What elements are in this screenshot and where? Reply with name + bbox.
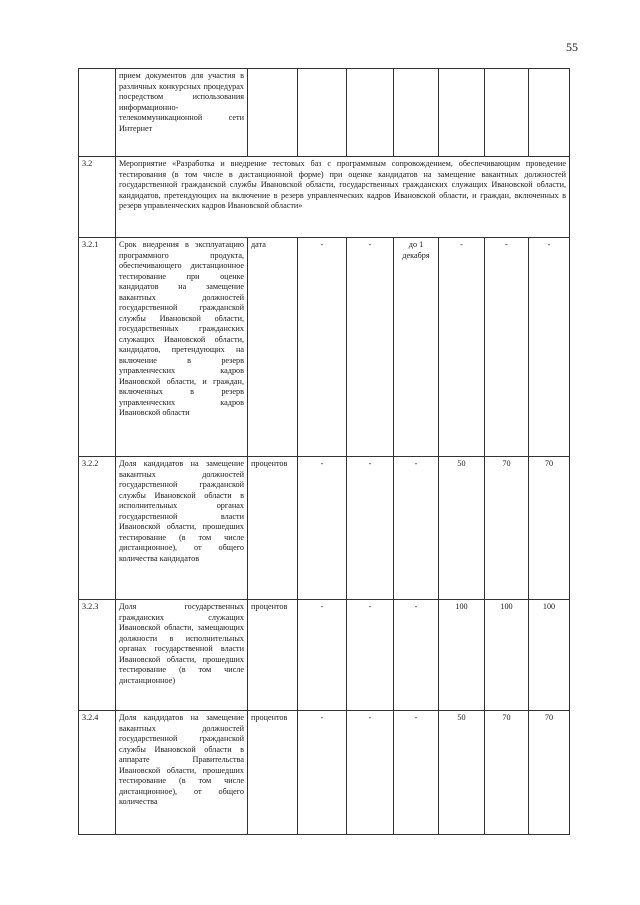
row-number-cell: 3.2: [79, 157, 116, 238]
value-cell-4: 100: [439, 600, 485, 711]
table-row: [79, 69, 570, 157]
value-cell-5: -: [485, 238, 529, 457]
value-cell-1: -: [298, 457, 347, 600]
page-number: 55: [566, 40, 578, 54]
value-cell-4: -: [439, 238, 485, 457]
unit-cell: [248, 69, 298, 157]
row-number-cell: 3.2.1: [79, 238, 116, 457]
table-row: [79, 600, 570, 711]
value-cell-3: -: [394, 457, 439, 600]
indicator-name-cell: Доля кандидатов на замещение вакантных должностей государственной гражданской службы Ивановской области в исполнительных органах государственной власти Ивановской области, прошедших тестирование (в том числе дистанционное), от общего количества кандидатов: [116, 457, 248, 600]
table-row: [79, 238, 570, 457]
table-row: [79, 457, 570, 600]
value-cell-1: -: [298, 711, 347, 835]
value-cell-6: -: [529, 238, 570, 457]
indicator-name-cell: прием документов для участия в различных конкурсных процедурах посредством использования информационно-телекоммуникационной сети Интернет: [116, 69, 248, 157]
unit-cell: процентов: [248, 711, 298, 835]
value-cell-6: [529, 69, 570, 157]
value-cell-4: 50: [439, 457, 485, 600]
indicators-table: [78, 68, 570, 835]
section-row: [79, 157, 570, 238]
value-cell-5: [485, 69, 529, 157]
value-cell-3: до 1 декабря: [394, 238, 439, 457]
table-row: [79, 711, 570, 835]
value-cell-2: -: [347, 711, 394, 835]
value-cell-4: 50: [439, 711, 485, 835]
row-number-cell: 3.2.3: [79, 600, 116, 711]
value-cell-2: -: [347, 457, 394, 600]
indicator-name-cell: Срок внедрения в эксплуатацию программного продукта, обеспечивающего дистанционное тестирование при оценке кандидатов на замещение вакантных должностей государственной гражданской службы Ивановской области, государственных гражданских служащих Ивановской области, кандидатов, претендующих на включение в резерв управленческих кадров Ивановской области, и граждан, включенных в резерв управленческих кадров Ивановской области: [116, 238, 248, 457]
value-cell-4: [439, 69, 485, 157]
value-cell-5: 70: [485, 457, 529, 600]
value-cell-3: -: [394, 600, 439, 711]
value-cell-1: [298, 69, 347, 157]
value-cell-5: 70: [485, 711, 529, 835]
value-cell-6: 70: [529, 711, 570, 835]
indicator-name-cell: Доля кандидатов на замещение вакантных должностей государственной гражданской службы Ивановской области в аппарате Правительства Ивановской области, прошедших тестирование (в том числе дистанционное), от общего количества: [116, 711, 248, 835]
value-cell-2: [347, 69, 394, 157]
value-cell-3: -: [394, 711, 439, 835]
value-cell-6: 70: [529, 457, 570, 600]
value-cell-3: [394, 69, 439, 157]
value-cell-6: 100: [529, 600, 570, 711]
section-title-cell: Мероприятие «Разработка и внедрение тестовых баз с программным сопровождением, обеспечивающим проведение тестирования (в том числе в дистанционной форме) при оценке кандидатов на замещение вакантных должностей государственной гражданской службы Ивановской области, государственных гражданских служащих Ивановской области, кандидатов, претендующих на включение в резерв управленческих кадров Ивановской области, и граждан, включенных в резерв управленческих кадров Ивановской области»: [116, 157, 570, 238]
indicator-name-cell: Доля государственных гражданских служащих Ивановской области, замещающих должности в исполнительных органах государственной власти Ивановской области, прошедших тестирование (в том числе дистанционное): [116, 600, 248, 711]
row-number-cell: 3.2.2: [79, 457, 116, 600]
unit-cell: процентов: [248, 600, 298, 711]
row-number-cell: [79, 69, 116, 157]
unit-cell: процентов: [248, 457, 298, 600]
value-cell-2: -: [347, 238, 394, 457]
unit-cell: дата: [248, 238, 298, 457]
value-cell-1: -: [298, 238, 347, 457]
table-body: [79, 69, 570, 835]
value-cell-5: 100: [485, 600, 529, 711]
value-cell-2: -: [347, 600, 394, 711]
row-number-cell: 3.2.4: [79, 711, 116, 835]
value-cell-1: -: [298, 600, 347, 711]
